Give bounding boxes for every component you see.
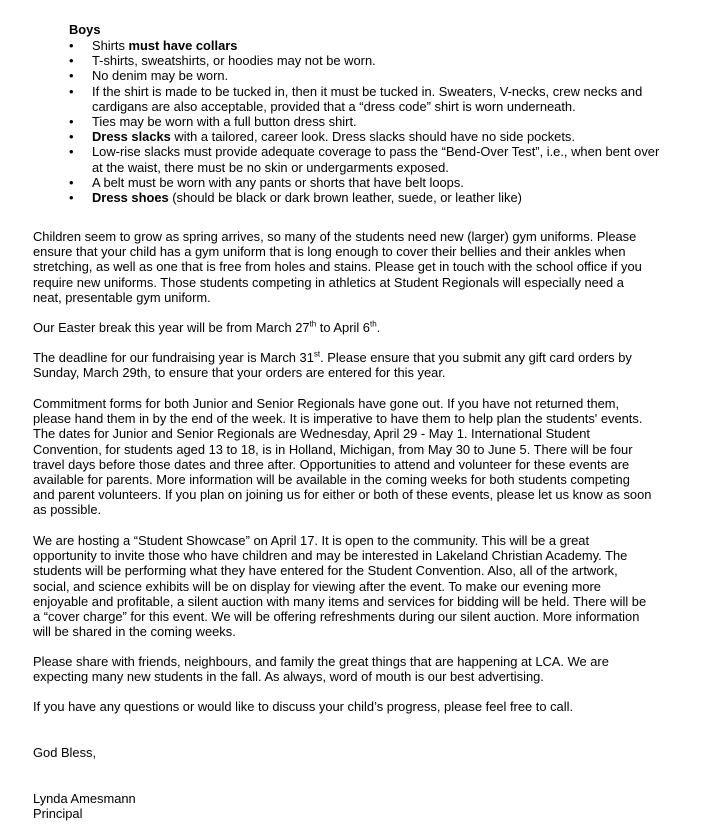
commitment-forms-paragraph: Commitment forms for both Junior and Senior Regionals have gone out. If you have not returned them, please hand them in by the end of the week. It is imperative to have them to help plan the students' events. The dates for Junior and Senior Regionals are Wednesday, April 29 - May 1. International Student Convention, for students aged 13 to 18, is in Holland, Michigan, from May 30 to June 5. There will be four travel days before those dates and three after. Opportunities to attend and volunteer for these events are available for parents. More information will be available in the coming weeks for both students competing and parent volunteers. If you plan on joining us for either or both of these events, please let us know as soon as possible. [33, 396, 652, 518]
list-item: • T-shirts, sweatshirts, or hoodies may not be worn. [69, 53, 669, 68]
list-item: • Low-rise slacks must provide adequate coverage to pass the “Bend-Over Test”, i.e., when bent over at the waist, there must be no skin or undergarments exposed. [69, 144, 669, 174]
list-item: • If the shirt is made to be tucked in, then it must be tucked in. Sweaters, V-necks, crew necks and cardigans are also acceptable, provided that a “dress code” shirt is worn underneath. [69, 84, 669, 114]
student-showcase-paragraph: We are hosting a “Student Showcase” on April 17. It is open to the community. This will be a great opportunity to invite those who have children and may be interested in Lakeland Christian Academy. The students will be performing what they have entered for the Student Convention. Also, all of the artwork, social, and science exhibits will be on display for viewing after the event. To make our evening more enjoyable and profitable, a silent auction with many items and services for bidding will be held. There will be a “cover charge” for this event. We will be offering refreshments during our silent auction. More information will be shared in the coming weeks. [33, 533, 647, 640]
list-item: • No denim may be worn. [69, 68, 669, 83]
boys-heading: Boys [69, 22, 101, 37]
gym-uniform-paragraph: Children seem to grow as spring arrives, so many of the students need new (larger) gym uniforms. Please ensure that your child has a gym uniform that is long enough to cover their bellies and their ankles when stretching, as well as one that is free from holes and stains. Please get in touch with the school office if you require new uniforms. Those students competing in athletics at Student Regionals will especially need a neat, presentable gym uniform. [33, 229, 642, 305]
list-item: • Ties may be worn with a full button dress shirt. [69, 114, 669, 129]
list-item: • Dress shoes (should be black or dark brown leather, suede, or leather like) [69, 190, 669, 205]
list-item: • Dress slacks with a tailored, career look. Dress slacks should have no side pockets. [69, 129, 669, 144]
list-item: • Shirts must have collars [69, 38, 669, 53]
questions-paragraph: If you have any questions or would like to discuss your child’s progress, please feel free to call. [33, 699, 574, 714]
signature-title: Principal [33, 806, 83, 821]
boys-dress-code-list [69, 38, 669, 205]
fundraising-paragraph: The deadline for our fundraising year is March 31st. Please ensure that you submit any gift card orders by Sunday, March 29th, to ensure that your orders are entered for this year. [33, 349, 632, 381]
closing-salutation: God Bless, [33, 745, 97, 760]
signature-name: Lynda Amesmann [33, 791, 136, 806]
easter-break-paragraph: Our Easter break this year will be from March 27th to April 6th. [33, 319, 381, 335]
share-paragraph: Please share with friends, neighbours, and family the great things that are happening at LCA. We are expecting many new students in the fall. As always, word of mouth is our best advertising. [33, 654, 609, 685]
list-item: • A belt must be worn with any pants or shorts that have belt loops. [69, 175, 669, 190]
